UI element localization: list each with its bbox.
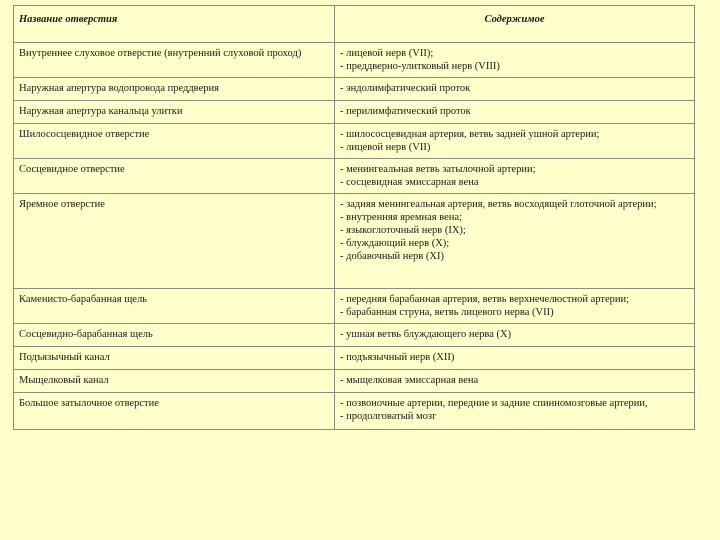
opening-name-cell: Сосцевидное отверстие bbox=[14, 159, 335, 194]
content-item: - позвоночные артерии, передние и задние спинномозговые артерии, bbox=[340, 398, 648, 409]
header-opening-name: Название отверстия bbox=[14, 6, 335, 43]
content-item: - передняя барабанная артерия, ветвь верхнечелюстной артерии; bbox=[340, 294, 630, 305]
content-item: - блуждающий нерв (X); bbox=[340, 238, 450, 249]
table-row bbox=[14, 124, 695, 159]
content-item: - лицевой нерв (VII) bbox=[340, 142, 431, 153]
opening-contents-cell bbox=[335, 159, 695, 194]
opening-contents-cell bbox=[335, 347, 695, 370]
content-item: - внутренняя яремная вена; bbox=[340, 212, 462, 223]
content-item: - сосцевидная эмиссарная вена bbox=[340, 177, 479, 188]
opening-contents-cell bbox=[335, 289, 695, 324]
opening-contents-cell bbox=[335, 78, 695, 101]
opening-name-cell: Мыщелковый канал bbox=[14, 370, 335, 393]
opening-contents-cell bbox=[335, 393, 695, 430]
content-item: - лицевой нерв (VII); bbox=[340, 48, 434, 59]
content-item: - мыщелковая эмиссарная вена bbox=[340, 375, 479, 386]
table-header-row bbox=[14, 6, 695, 43]
table-row bbox=[14, 101, 695, 124]
content-item: - ушная ветвь блуждающего нерва (X) bbox=[340, 329, 512, 340]
table-row bbox=[14, 347, 695, 370]
opening-name-cell: Большое затылочное отверстие bbox=[14, 393, 335, 430]
opening-name-cell: Шилососцевидное отверстие bbox=[14, 124, 335, 159]
table-row bbox=[14, 159, 695, 194]
opening-name-cell: Сосцевидно-барабанная щель bbox=[14, 324, 335, 347]
content-item: - эндолимфатический проток bbox=[340, 83, 471, 94]
opening-contents-cell bbox=[335, 324, 695, 347]
opening-name-cell: Внутреннее слуховое отверстие (внутренний слуховой проход) bbox=[14, 43, 335, 78]
content-item: - задняя менингеальная артерия, ветвь восходящей глоточной артерии; bbox=[340, 199, 657, 210]
opening-contents-cell bbox=[335, 101, 695, 124]
table-row bbox=[14, 78, 695, 101]
table-row bbox=[14, 289, 695, 324]
skull-openings-table bbox=[13, 5, 695, 430]
opening-contents-cell bbox=[335, 124, 695, 159]
table-row bbox=[14, 43, 695, 78]
content-item: - добавочный нерв (XI) bbox=[340, 251, 444, 262]
content-item: - менингеальная ветвь затылочной артерии; bbox=[340, 164, 536, 175]
content-item: - подъязычный нерв (XII) bbox=[340, 352, 455, 363]
table-row bbox=[14, 393, 695, 430]
opening-name-cell: Наружная апертура канальца улитки bbox=[14, 101, 335, 124]
table-body bbox=[14, 43, 695, 430]
content-item: - барабанная струна, ветвь лицевого нерва (VII) bbox=[340, 307, 554, 318]
content-item: - шилососцевидная артерия, ветвь задней ушной артерии; bbox=[340, 129, 600, 140]
header-contents: Содержимое bbox=[335, 6, 695, 43]
opening-name-cell: Каменисто-барабанная щель bbox=[14, 289, 335, 324]
opening-name-cell: Наружная апертура водопровода преддверия bbox=[14, 78, 335, 101]
table-row bbox=[14, 370, 695, 393]
table-row bbox=[14, 324, 695, 347]
content-item: - продолговатый мозг bbox=[340, 411, 437, 422]
opening-contents-cell bbox=[335, 370, 695, 393]
opening-name-cell: Подъязычный канал bbox=[14, 347, 335, 370]
content-item: - языкоглоточный нерв (IX); bbox=[340, 225, 466, 236]
table-row bbox=[14, 194, 695, 289]
content-item: - преддверно-улитковый нерв (VIII) bbox=[340, 61, 500, 72]
opening-name-cell: Яремное отверстие bbox=[14, 194, 335, 289]
opening-contents-cell bbox=[335, 43, 695, 78]
opening-contents-cell bbox=[335, 194, 695, 289]
content-item: - перилимфатический проток bbox=[340, 106, 471, 117]
